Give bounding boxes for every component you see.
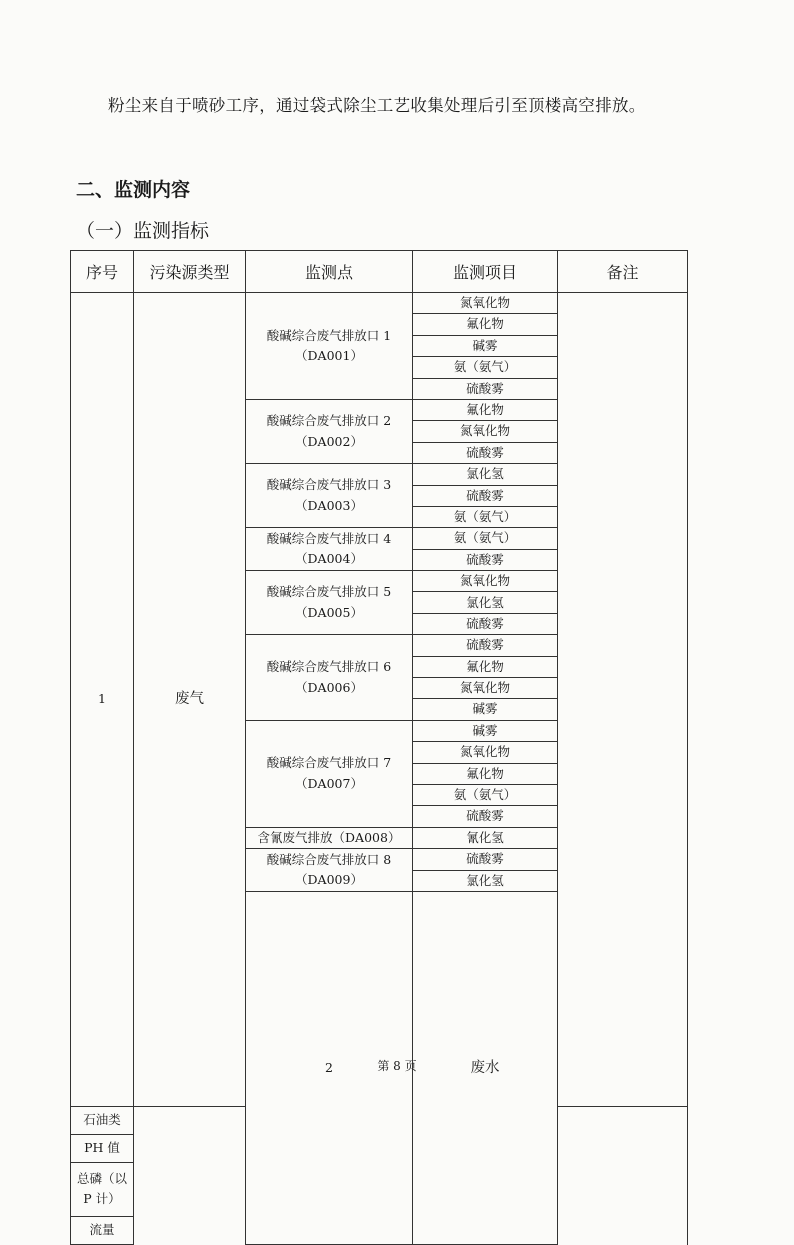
monitoring-item: 硫酸雾 xyxy=(413,378,558,399)
subsection-title: （一）监测指标 xyxy=(76,220,210,242)
monitoring-point xyxy=(246,399,413,463)
point-name: 酸碱综合废气排放口 3 xyxy=(266,477,392,493)
monitoring-item: 氨（氨气） xyxy=(413,357,558,378)
monitoring-item: 氯化氢 xyxy=(413,464,558,485)
monitoring-item: 氮氧化物 xyxy=(413,571,558,592)
monitoring-item: 氮氧化物 xyxy=(413,678,558,699)
monitoring-item: 硫酸雾 xyxy=(413,485,558,506)
monitoring-item: 硫酸雾 xyxy=(413,613,558,634)
header-point: 监测点 xyxy=(246,251,413,293)
source-type: 废气 xyxy=(134,293,246,1107)
monitoring-item: 硫酸雾 xyxy=(413,549,558,570)
table-row xyxy=(71,293,688,314)
monitoring-item: 氮氧化物 xyxy=(413,293,558,314)
point-code: （DA002） xyxy=(295,433,363,449)
header-no: 序号 xyxy=(71,251,134,293)
point-code: （DA005） xyxy=(295,604,363,620)
monitoring-item: 氯化氢 xyxy=(413,592,558,613)
point-code: （DA004） xyxy=(295,551,363,567)
point-name: 酸碱综合废气排放口 8 xyxy=(266,851,392,867)
point-name: 酸碱综合废气排放口 4 xyxy=(266,530,392,546)
monitoring-item: 氟化物 xyxy=(413,314,558,335)
point-name: 酸碱综合废气排放口 2 xyxy=(266,413,392,429)
monitoring-item: 氮氧化物 xyxy=(413,421,558,442)
point-code: （DA001） xyxy=(295,347,363,363)
monitoring-item: PH 值 xyxy=(71,1134,134,1162)
point-code: （DA007） xyxy=(295,775,363,791)
monitoring-item: 氯化氢 xyxy=(413,870,558,891)
point-code: （DA006） xyxy=(295,679,363,695)
point-name: 酸碱综合废气排放口 6 xyxy=(266,659,392,675)
monitoring-item: 硫酸雾 xyxy=(413,635,558,656)
monitoring-point xyxy=(246,464,413,528)
monitoring-point xyxy=(246,571,413,635)
header-item: 监测项目 xyxy=(413,251,558,293)
monitoring-item: 流量 xyxy=(71,1216,134,1244)
section-title: 二、监测内容 xyxy=(76,179,191,201)
monitoring-item: 石油类 xyxy=(71,1106,134,1134)
row-number: 1 xyxy=(71,293,134,1107)
monitoring-item: 氨（氨气） xyxy=(413,528,558,549)
monitoring-point xyxy=(246,293,413,400)
page-number: 第 8 页 xyxy=(377,1059,417,1073)
remark-cell xyxy=(558,293,688,1107)
monitoring-item: 碱雾 xyxy=(413,720,558,741)
monitoring-item: 氟化物 xyxy=(413,763,558,784)
point-code: （DA009） xyxy=(295,872,363,888)
intro-paragraph: 粉尘来自于喷砂工序，通过袋式除尘工艺收集处理后引至顶楼高空排放。 xyxy=(108,96,646,115)
point-name: 酸碱综合废气排放口 1 xyxy=(266,327,392,343)
monitoring-item: 氨（氨气） xyxy=(413,784,558,805)
monitoring-item: 碱雾 xyxy=(413,335,558,356)
header-note: 备注 xyxy=(558,251,688,293)
monitoring-item: 硫酸雾 xyxy=(413,849,558,870)
monitoring-item: 氟化物 xyxy=(413,656,558,677)
point-code: （DA003） xyxy=(295,497,363,513)
monitoring-point xyxy=(246,528,413,571)
monitoring-point xyxy=(246,635,413,721)
table-header-row xyxy=(71,251,688,293)
point-name: 酸碱综合废气排放口 5 xyxy=(266,584,392,600)
monitoring-point: 含氰废气排放（DA008） xyxy=(246,827,413,848)
monitoring-item: 氟化物 xyxy=(413,399,558,420)
point-name: 酸碱综合废气排放口 7 xyxy=(266,755,392,771)
monitoring-point xyxy=(246,849,413,892)
monitoring-item: 硫酸雾 xyxy=(413,442,558,463)
monitoring-item: 氨（氨气） xyxy=(413,506,558,527)
monitoring-item: 总磷（以 P 计） xyxy=(71,1162,134,1216)
header-type: 污染源类型 xyxy=(134,251,246,293)
source-type: 废水 xyxy=(413,891,558,1244)
monitoring-table xyxy=(70,250,688,1245)
monitoring-item: 碱雾 xyxy=(413,699,558,720)
monitoring-item: 氰化氢 xyxy=(413,827,558,848)
monitoring-item: 硫酸雾 xyxy=(413,806,558,827)
monitoring-item: 氮氧化物 xyxy=(413,742,558,763)
row-number: 2 xyxy=(246,891,413,1244)
monitoring-point xyxy=(246,720,413,827)
